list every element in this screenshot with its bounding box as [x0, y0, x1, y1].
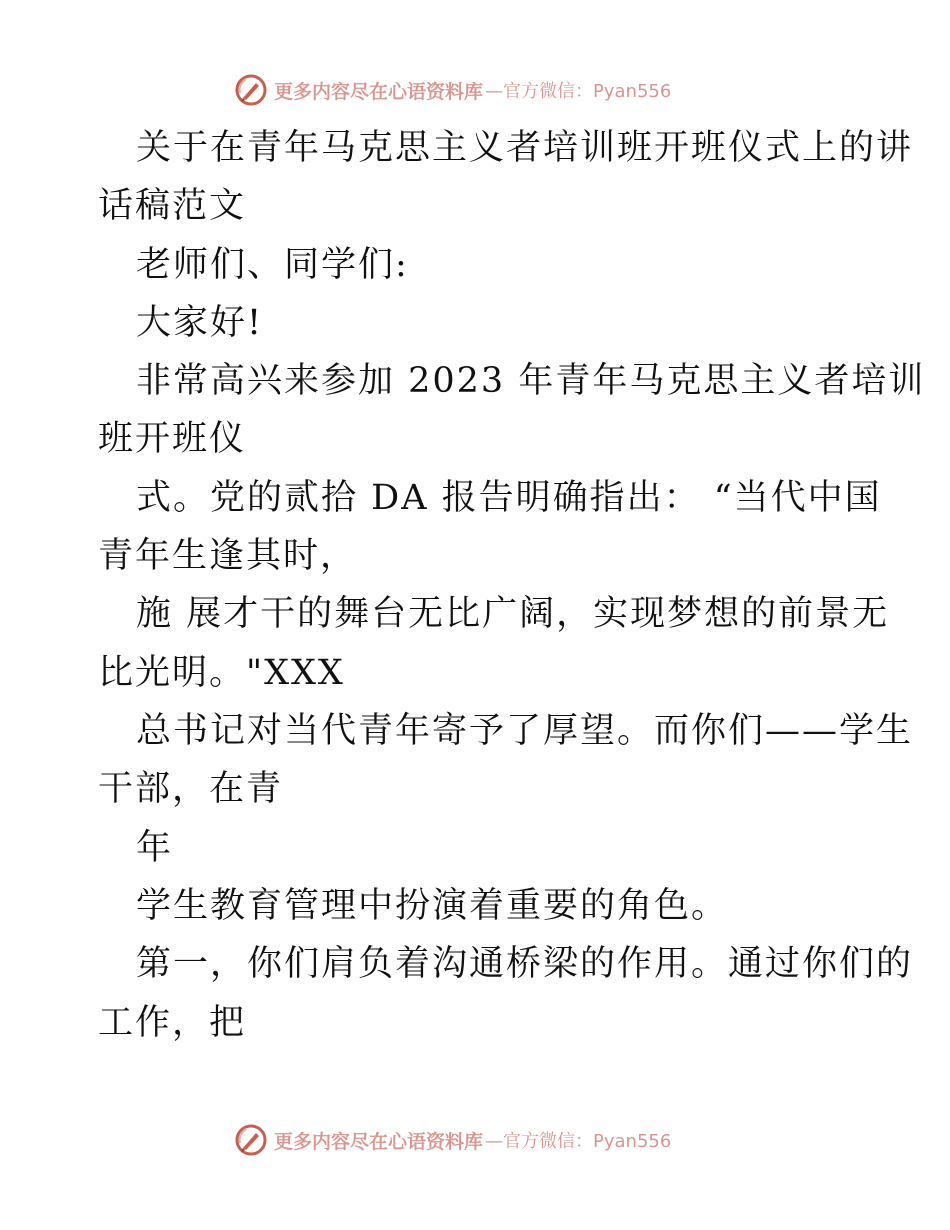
paragraph-7-line-1: 第一，你们肩负着沟通桥梁的作用。通过你们的	[136, 944, 914, 984]
paragraph-1-line-1: 非常高兴来参加 2023 年青年马克思主义者培训	[136, 361, 926, 401]
pen-logo-icon	[234, 1123, 268, 1157]
paragraph-2-line-2: 青年生逢其时，	[98, 536, 358, 576]
title-line-2: 话稿范文	[98, 186, 247, 226]
watermark-title: 更多内容尽在心语资料库	[274, 1130, 484, 1153]
paragraph-6: 学生教育管理中扮演着重要的角色。	[136, 886, 729, 926]
greeting: 大家好!	[136, 303, 264, 343]
header-watermark	[234, 72, 671, 108]
footer-watermark	[234, 1122, 671, 1158]
paragraph-3-line-2: 比光明。"XXX	[98, 653, 345, 693]
paragraph-7-line-2: 工作，把	[98, 1003, 247, 1043]
paragraph-4-line-1: 总书记对当代青年寄予了厚望。而你们——学生	[136, 711, 914, 751]
pen-logo-icon	[234, 73, 268, 107]
title-line-1: 关于在青年马克思主义者培训班开班仪式上的讲	[136, 128, 914, 168]
paragraph-1-line-2: 班开班仪	[98, 419, 247, 459]
paragraph-3-line-1: 施 展才干的舞台无比广阔，实现梦想的前景无	[136, 594, 890, 634]
watermark-contact: —官方微信：Pyan556	[485, 81, 672, 102]
paragraph-4-line-2: 干部，在青	[98, 769, 284, 809]
paragraph-5: 年	[136, 828, 174, 868]
watermark-title: 更多内容尽在心语资料库	[274, 80, 484, 103]
paragraph-2-line-1: 式。党的贰拾 DA 报告明确指出： “当代中国	[136, 478, 882, 518]
salutation: 老师们、同学们:	[136, 245, 409, 285]
watermark-contact: —官方微信：Pyan556	[485, 1131, 672, 1152]
